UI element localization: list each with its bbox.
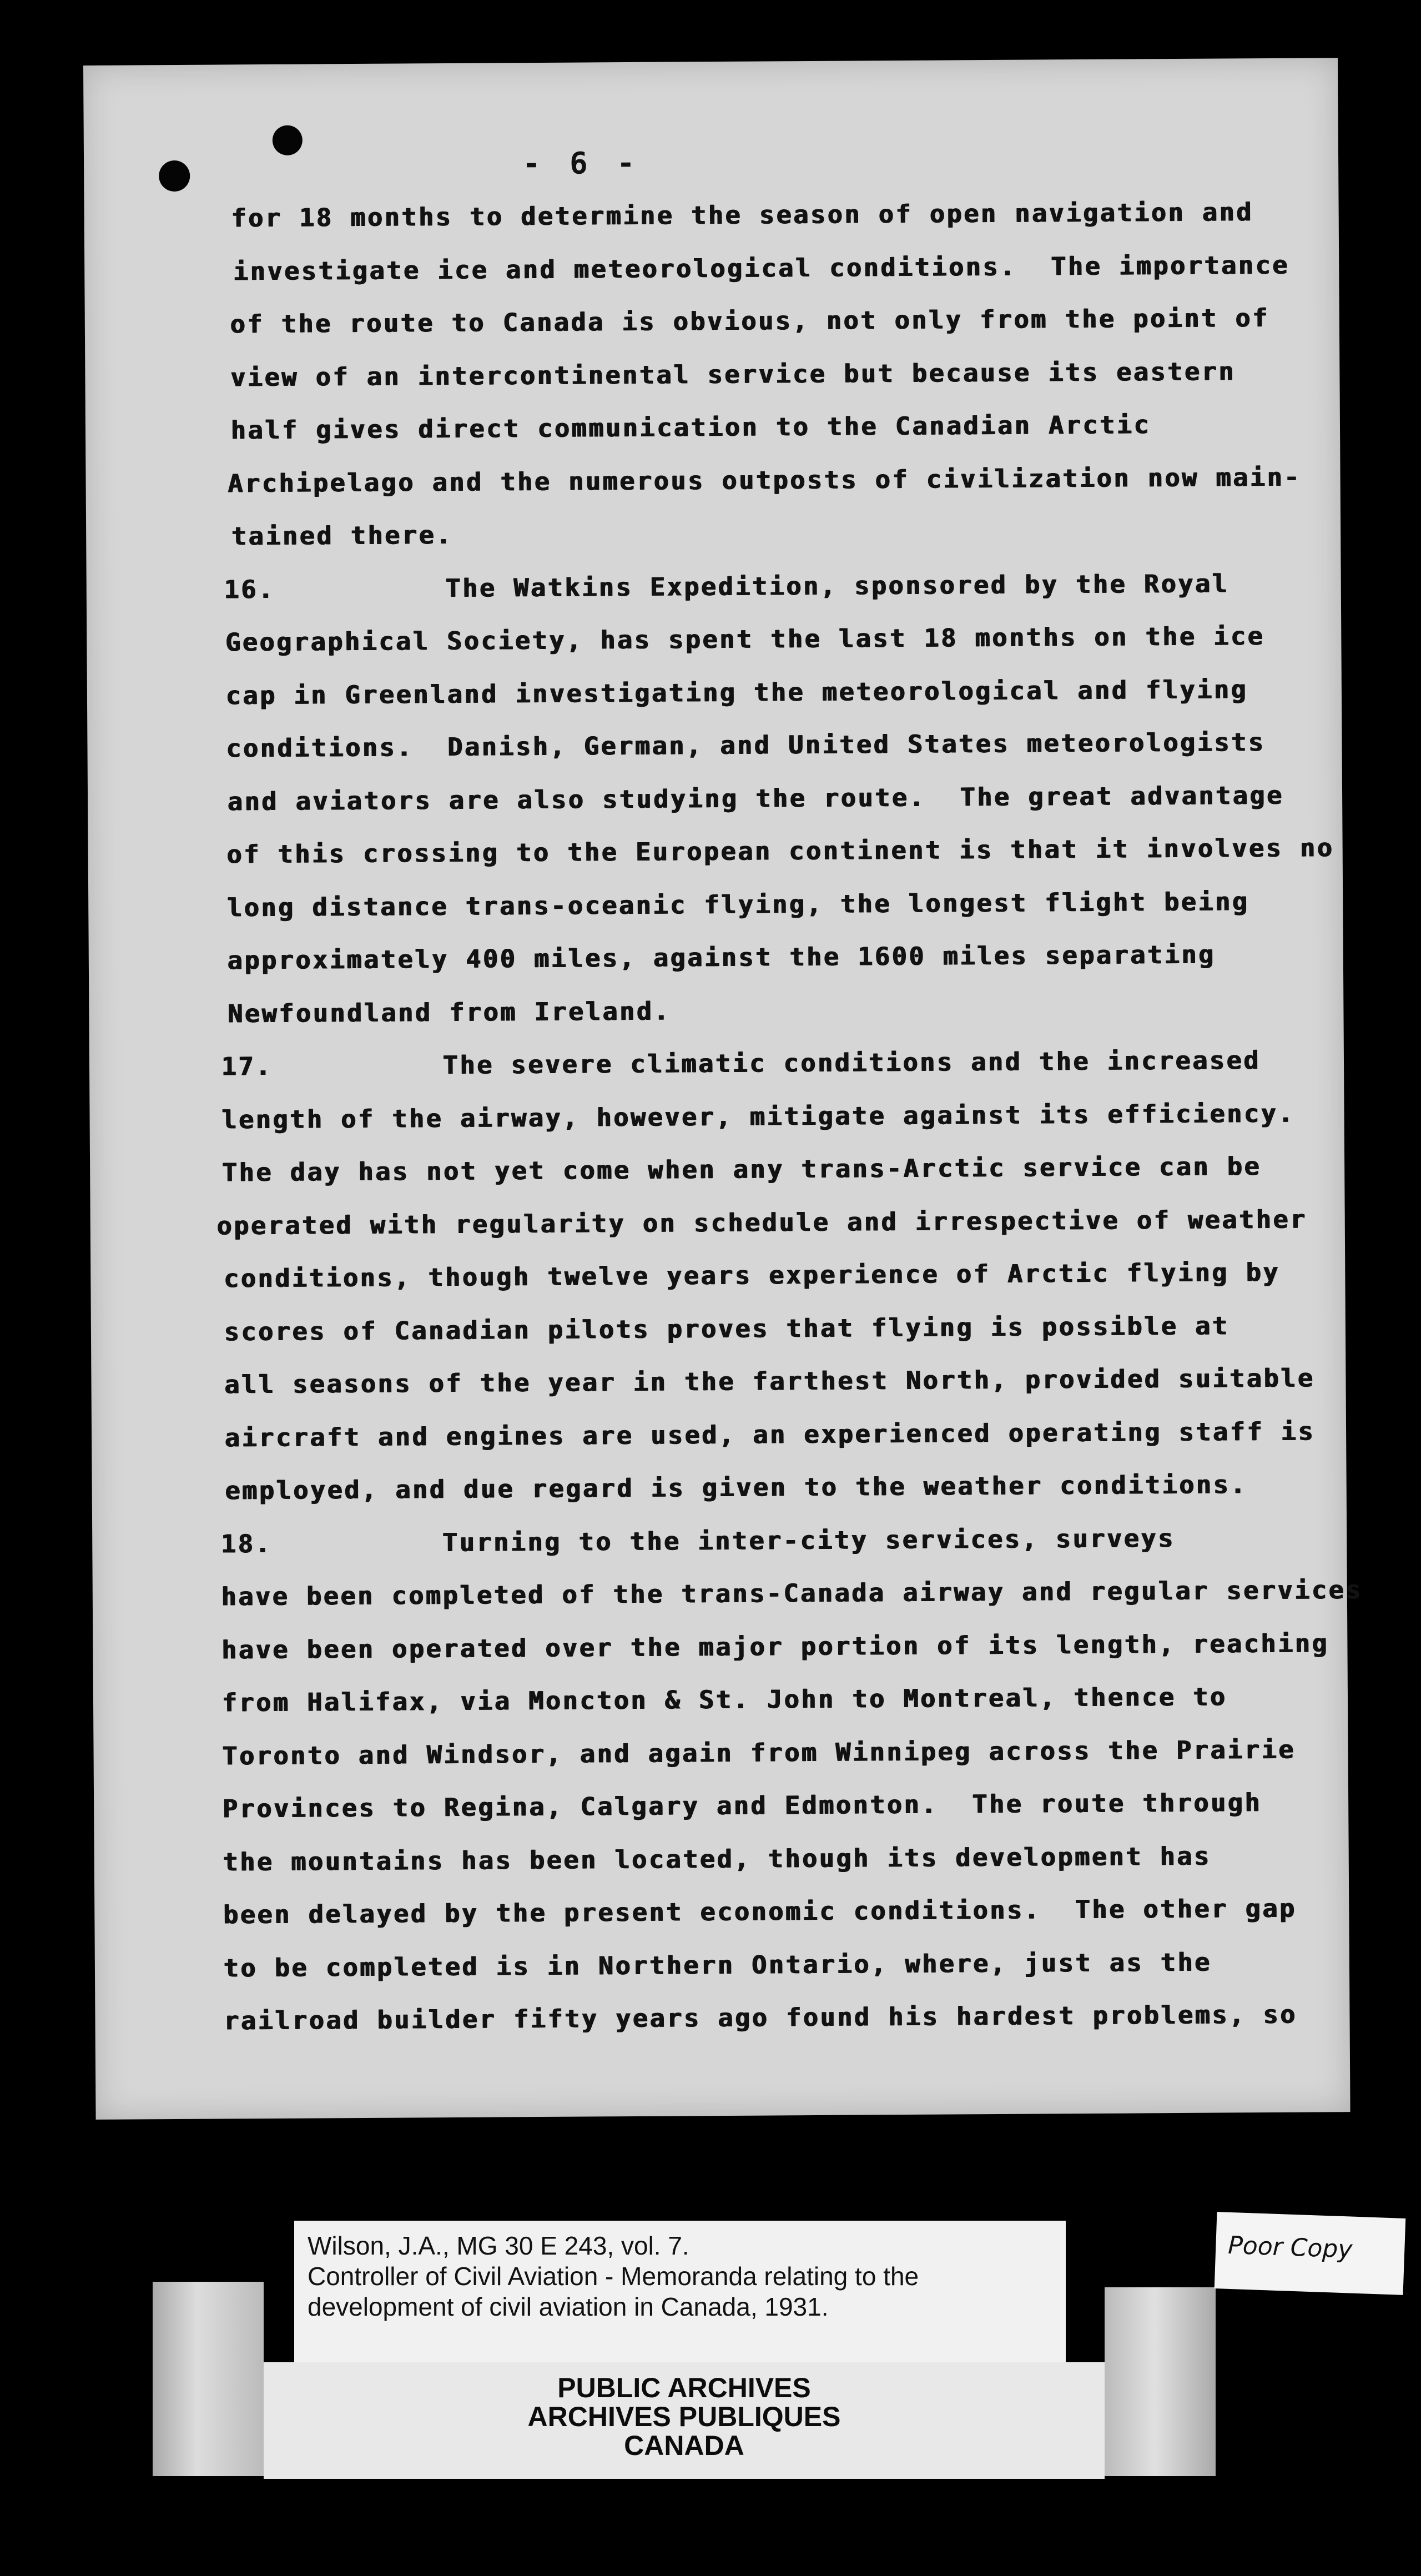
text-line: Toronto and Windsor, and again from Winnipeg across the Prairie [222,1734,1296,1771]
document-page [83,58,1363,2120]
text-line: aircraft and engines are used, an experienced operating staff is [224,1416,1316,1452]
text-line: tained there. [231,520,453,551]
text-line: view of an intercontinental service but because its eastern [230,356,1236,392]
text-line: conditions. Danish, German, and United States meteorologists [226,727,1266,763]
document-body [83,58,1363,2036]
text-line: cap in Greenland investigating the meteorological and flying [225,674,1248,710]
text-line: all seasons of the year in the farthest North, provided suitable [224,1363,1315,1400]
text-line: and aviators are also studying the route. The great advantage [227,780,1284,816]
text-line: of this crossing to the European continent is that it involves no [226,833,1334,869]
text-line: employed, and due regard is given to the weather conditions. [225,1470,1248,1506]
text-line: The day has not yet come when any trans-Arctic service can be [222,1151,1262,1188]
text-line: scores of Canadian pilots proves that flying is possible at [224,1310,1229,1346]
text-line: have been completed of the trans-Canada airway and regular services [221,1574,1363,1612]
text-line: from Halifax, via Moncton & St. John to Montreal, thence to [221,1682,1228,1718]
text-line: 18. Turning to the inter-city services, surveys [221,1523,1176,1559]
tape-strip-left [153,2282,264,2476]
text-line: to be completed is in Northern Ontario, where, just as the [223,1947,1212,1983]
stamp-line: PUBLIC ARCHIVES [557,2372,811,2403]
stamp-line: CANADA [624,2430,744,2461]
text-line: for 18 months to determine the season of open navigation and [231,197,1254,233]
poor-copy-note: Poor Copy [1215,2212,1406,2295]
text-line: have been operated over the major portion of its length, reaching [221,1628,1329,1665]
text-line: half gives direct communication to the Canadian Arctic [230,410,1151,445]
text-line: Provinces to Regina, Calgary and Edmonton. The route through [223,1788,1262,1824]
text-line: Newfoundland from Ireland. [228,996,671,1028]
text-line: Archipelago and the numerous outposts of civilization now main- [228,462,1302,498]
text-line: Geographical Society, has spent the last 18 months on the ice [225,621,1265,657]
text-line: length of the airway, however, mitigate against its efficiency. [221,1098,1296,1135]
text-line: investigate ice and meteorological conditions. The importance [233,250,1290,286]
text-line: the mountains has been located, though its development has [223,1841,1212,1877]
reference-line: Wilson, J.A., MG 30 E 243, vol. 7. [308,2231,689,2260]
tape-strip-right [1105,2287,1216,2476]
text-line: conditions, though twelve years experience of Arctic flying by [224,1257,1281,1294]
title-line: Controller of Civil Aviation - Memoranda relating to the [308,2262,919,2291]
page-number: - 6 - [522,145,641,182]
text-line: railroad builder fifty years ago found his hardest problems, so [224,1999,1298,2036]
text-line: long distance trans-oceanic flying, the longest flight being [227,886,1249,922]
public-archives-stamp [264,2362,1105,2479]
text-line: operated with regularity on schedule and irrespective of weather [216,1204,1308,1241]
title-line: development of civil aviation in Canada, 1931. [308,2292,829,2321]
text-line: 16. The Watkins Expedition, sponsored by the Royal [224,568,1229,604]
text-line: approximately 400 miles, against the 1600 miles separating [227,939,1216,975]
text-line: of the route to Canada is obvious, not only from the point of [230,303,1270,339]
punch-hole [273,125,303,155]
text-line: 17. The severe climatic conditions and the increased [221,1045,1261,1081]
stamp-line: ARCHIVES PUBLIQUES [527,2401,841,2432]
punch-hole [159,160,190,192]
text-line: been delayed by the present economic conditions. The other gap [223,1893,1297,1930]
